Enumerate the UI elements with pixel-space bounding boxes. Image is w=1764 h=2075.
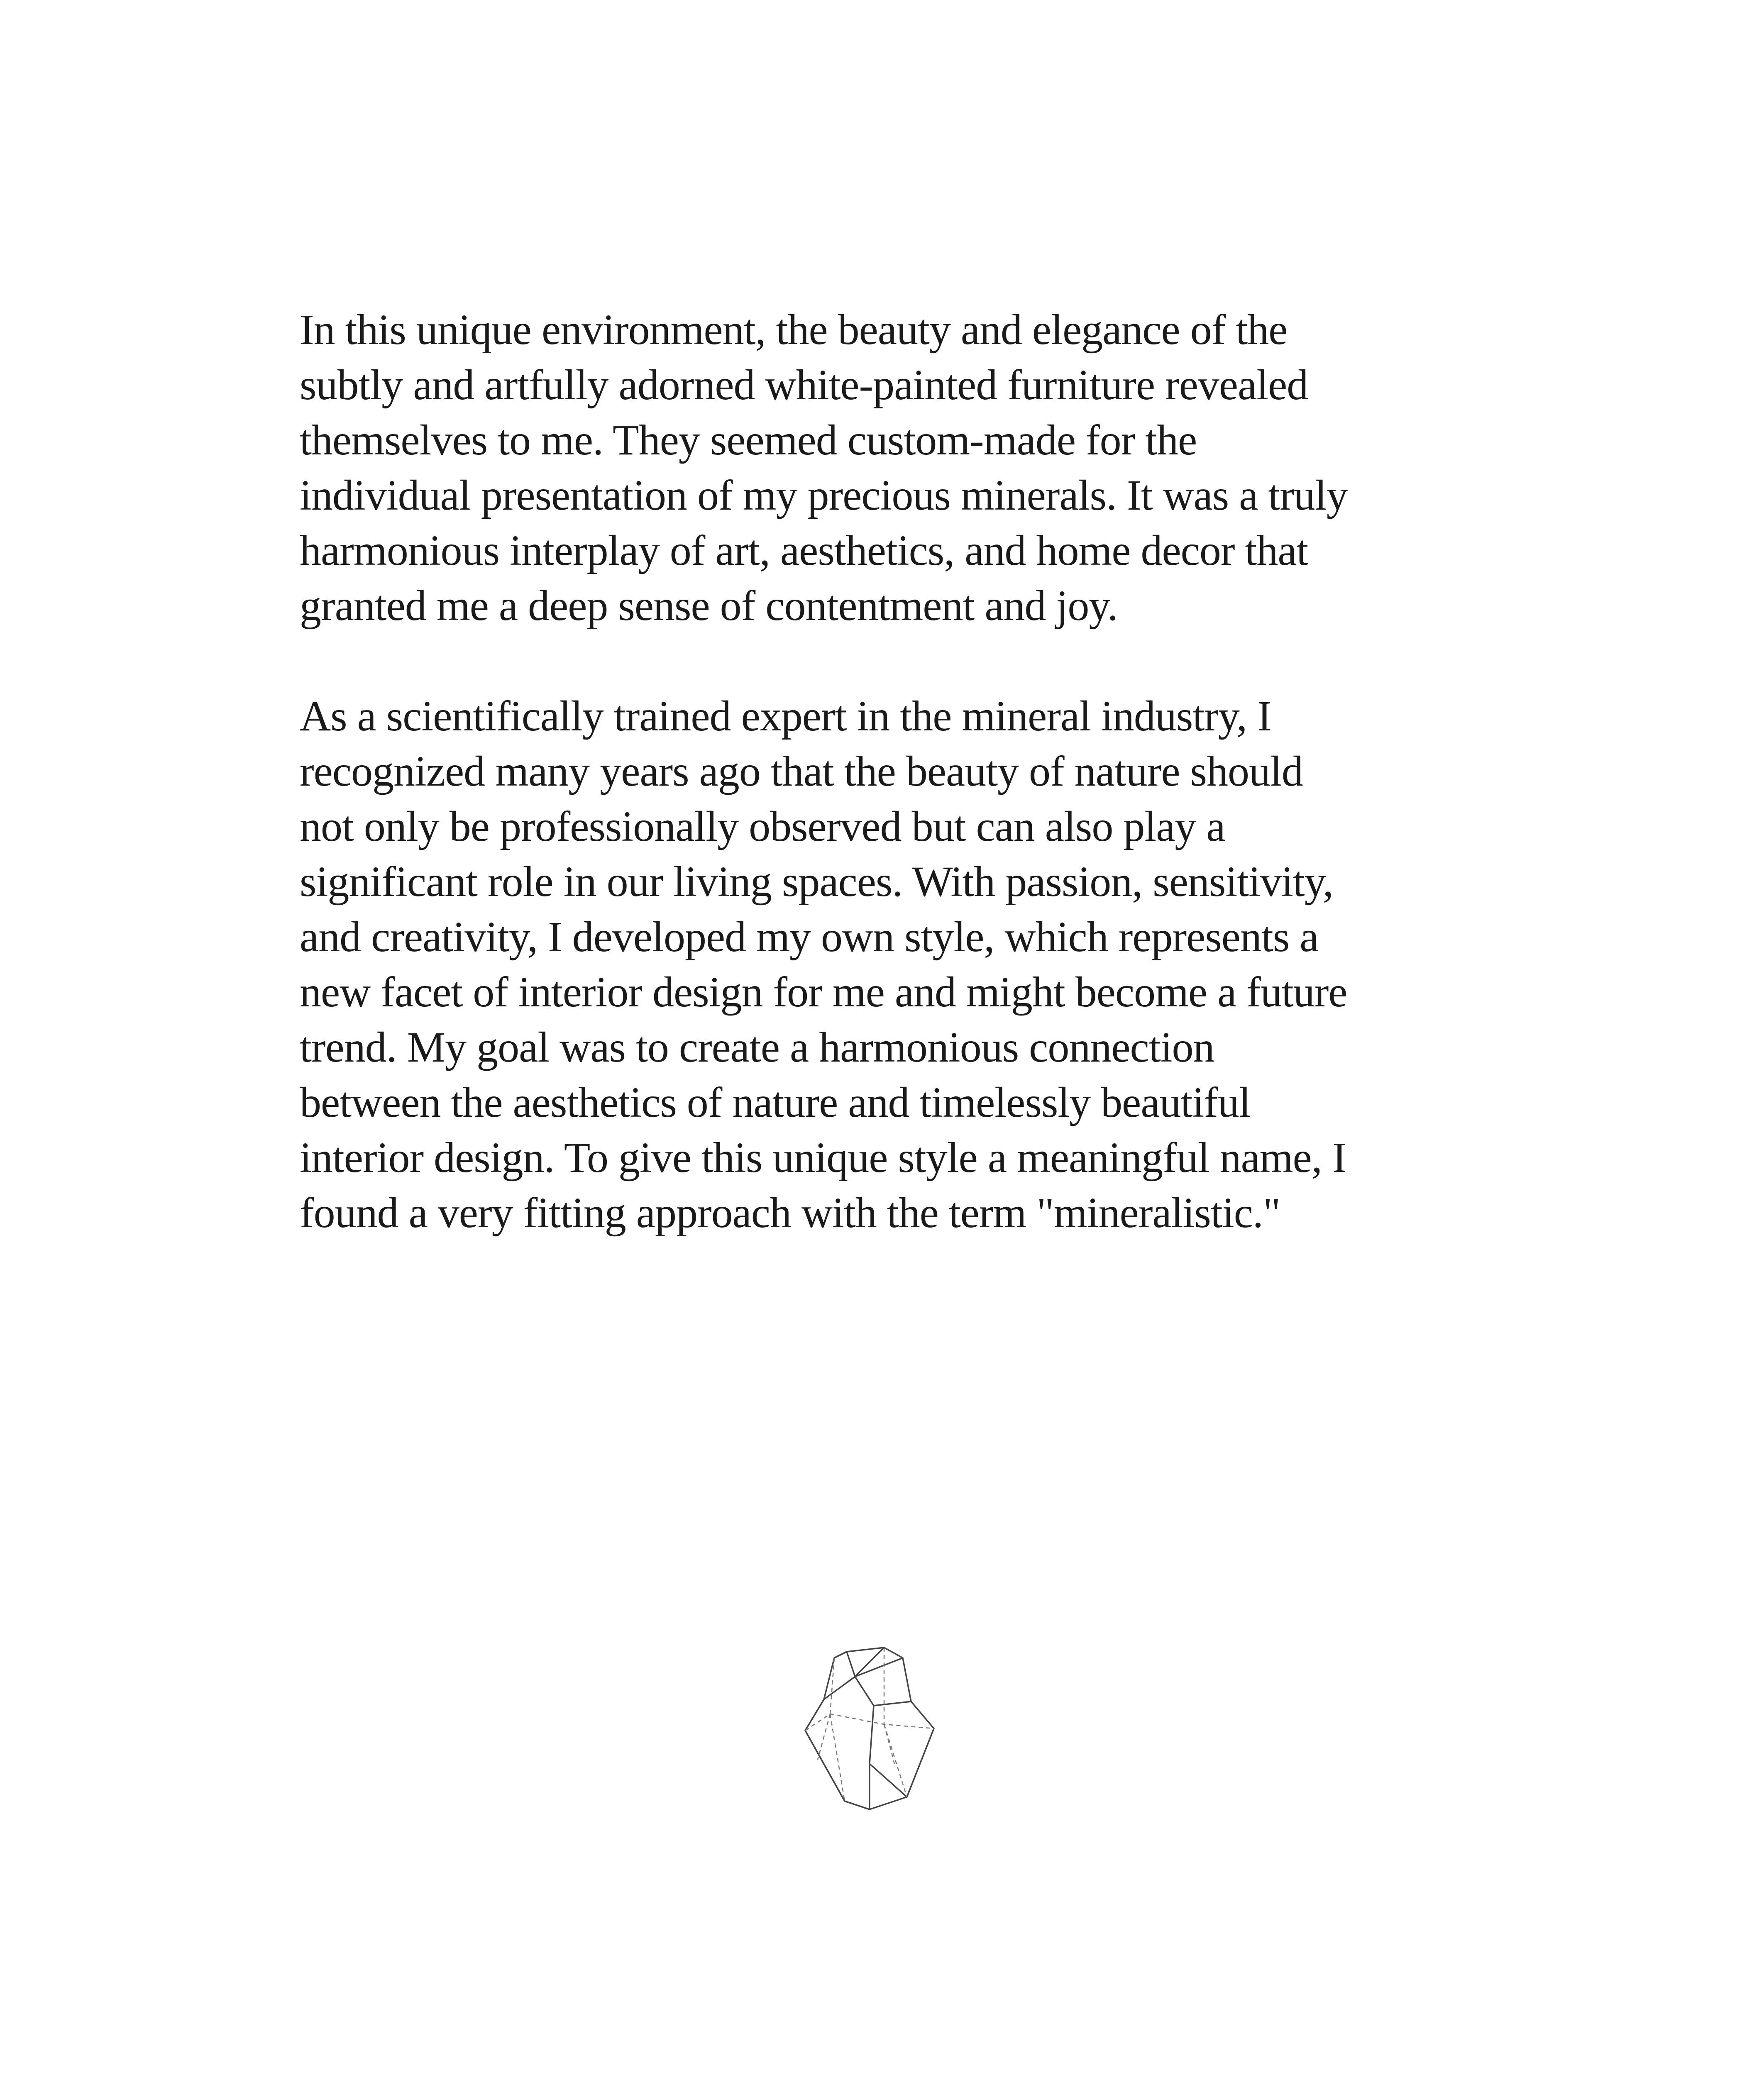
text-line: and creativity, I developed my own style, which represents a <box>300 913 1319 961</box>
text-line: found a very fitting approach with the term "mineralistic." <box>300 1189 1280 1237</box>
text-line: significant role in our living spaces. With passion, sensitivity, <box>300 858 1334 906</box>
paragraph-2 <box>300 688 1437 1240</box>
text-line: new facet of interior design for me and might become a future <box>300 968 1347 1016</box>
text-line: granted me a deep sense of contentment and joy. <box>300 582 1118 630</box>
text-line: recognized many years ago that the beauty of nature should <box>300 747 1303 795</box>
text-line: In this unique environment, the beauty and elegance of the <box>300 306 1288 354</box>
text-line: interior design. To give this unique style a meaningful name, I <box>300 1134 1346 1182</box>
text-line: individual presentation of my precious minerals. It was a truly <box>300 471 1348 519</box>
text-line: harmonious interplay of art, aesthetics, and home decor that <box>300 527 1308 574</box>
paragraph-1 <box>300 302 1437 633</box>
body-text <box>300 302 1437 1240</box>
text-line: As a scientifically trained expert in the mineral industry, I <box>300 692 1271 740</box>
text-line: themselves to me. They seemed custom-made for the <box>300 416 1197 464</box>
text-line: trend. My goal was to create a harmonious connection <box>300 1023 1214 1071</box>
text-line: subtly and artfully adorned white-painted furniture revealed <box>300 361 1308 409</box>
text-line: between the aesthetics of nature and timelessly beautiful <box>300 1079 1251 1126</box>
crystal-icon <box>801 1639 942 1818</box>
text-line: not only be professionally observed but can also play a <box>300 803 1225 850</box>
